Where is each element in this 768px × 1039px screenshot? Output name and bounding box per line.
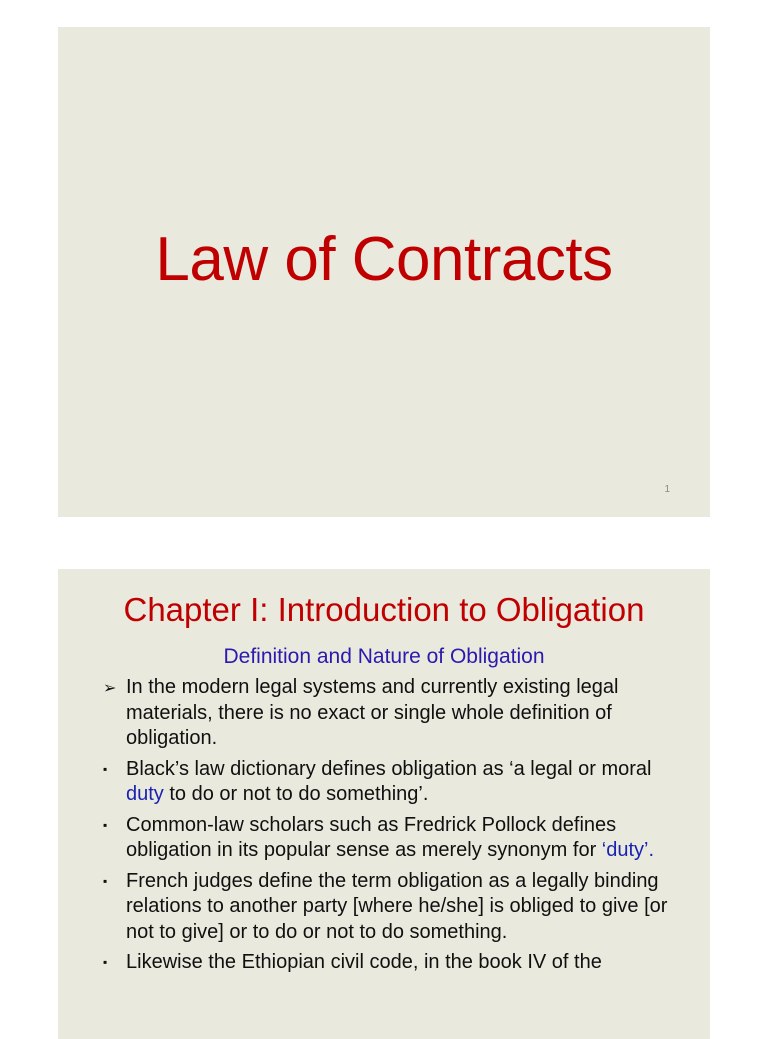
highlighted-term: duty <box>126 783 164 805</box>
section-subtitle: Definition and Nature of Obligation <box>223 645 545 668</box>
slide-title: Law of Contracts <box>155 225 613 294</box>
square-bullet-icon: ▪ <box>103 873 108 888</box>
slide-number: 1 <box>664 484 670 495</box>
list-item <box>103 757 676 808</box>
list-item-text: Black’s law dictionary defines obligation as ‘a legal or moral <box>126 757 652 780</box>
chapter-slide <box>58 569 710 1039</box>
arrow-bullet-icon: ➢ <box>103 680 117 697</box>
list-item-text: Common-law scholars such as Fredrick Pollock defines obligation in its popular sense as merely synonym for <box>126 813 617 861</box>
chapter-title: Chapter I: Introduction to Obligation <box>123 591 645 628</box>
list-item-text: In the modern legal systems and currently existing legal materials, there is no exact or single whole definition of obligation. <box>126 676 619 749</box>
square-bullet-icon: ▪ <box>103 817 108 832</box>
list-item-text: Likewise the Ethiopian civil code, in the book IV of the <box>126 951 602 973</box>
square-bullet-icon: ▪ <box>103 955 108 969</box>
list-item-text: French judges define the term obligation as a legally binding relations to another party [where he/she] is obliged to give [or not to give] or to do or not to do something. <box>126 869 668 943</box>
title-slide <box>58 27 710 517</box>
list-item <box>103 813 676 864</box>
bullet-list <box>103 675 676 981</box>
list-item <box>103 869 676 946</box>
highlighted-term: ‘duty’. <box>601 839 655 861</box>
square-bullet-icon: ▪ <box>103 761 108 776</box>
list-item <box>103 675 676 752</box>
list-item <box>103 950 676 976</box>
list-item-text: to do or not to do something’. <box>163 783 429 805</box>
